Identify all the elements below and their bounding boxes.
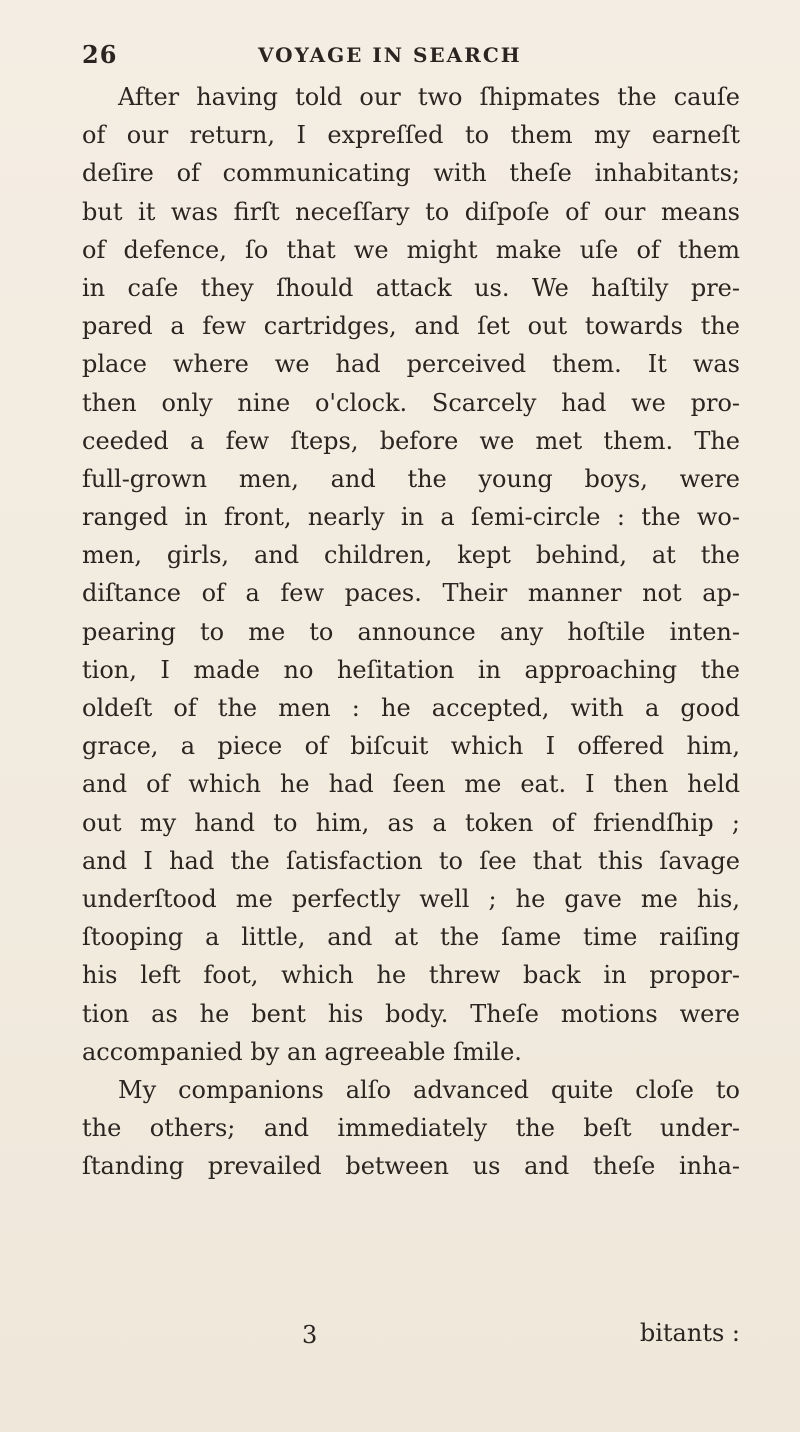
text-line: the others; and immediately the beſt under- xyxy=(82,1114,740,1143)
catchword: bitants : xyxy=(639,1319,740,1347)
text-line: After having told our two ſhipmates the cauſe xyxy=(118,83,740,111)
text-line: of defence, ſo that we might make uſe of them xyxy=(82,235,740,264)
page-number: 26 xyxy=(82,40,118,69)
text-line: ranged in front, nearly in a ſemi-circle : the wo- xyxy=(82,503,740,532)
text-line: and of which he had ſeen me eat. I then held xyxy=(82,770,740,799)
page-header xyxy=(82,40,722,80)
text-line: pearing to me to announce any hoſtile inten- xyxy=(82,617,740,646)
text-line: tion, I made no heſitation in approaching the xyxy=(82,655,740,684)
text-line: full-grown men, and the young boys, were xyxy=(82,464,740,493)
running-head: VOYAGE IN SEARCH xyxy=(258,43,522,67)
text-line: but it was firſt neceſſary to diſpoſe of our means xyxy=(82,197,740,226)
text-line: of our return, I expreſſed to them my earneſt xyxy=(82,121,740,150)
text-line: accompanied by an agreeable ſmile. xyxy=(82,1037,522,1066)
text-line: diſtance of a few paces. Their manner not ap- xyxy=(82,579,740,608)
text-line: My companions alſo advanced quite cloſe to xyxy=(118,1075,740,1104)
text-line: ſtanding prevailed between us and theſe inha- xyxy=(82,1152,740,1181)
text-line: oldeſt of the men : he accepted, with a good xyxy=(82,694,740,722)
text-line: place where we had perceived them. It was xyxy=(82,350,740,379)
page-footer xyxy=(82,1317,740,1357)
signature-mark: 3 xyxy=(302,1321,318,1349)
text-line: and I had the ſatisfaction to ſee that this ſavage xyxy=(82,846,740,875)
text-line: ſtooping a little, and at the ſame time raiſing xyxy=(82,923,740,952)
text-line: then only nine o'clock. Scarcely had we pro- xyxy=(82,388,740,417)
body-text xyxy=(82,78,740,1185)
text-line: in caſe they ſhould attack us. We haſtily pre- xyxy=(82,273,740,302)
text-line: underſtood me perfectly well ; he gave me his, xyxy=(82,884,740,913)
text-line: out my hand to him, as a token of friendſhip ; xyxy=(82,808,740,837)
text-line: men, girls, and children, kept behind, at the xyxy=(82,541,740,570)
text-line: pared a few cartridges, and ſet out towards the xyxy=(82,312,740,341)
text-line: grace, a piece of biſcuit which I offered him, xyxy=(82,732,740,761)
text-line: tion as he bent his body. Theſe motions were xyxy=(82,999,740,1028)
text-line: ceeded a few ſteps, before we met them. The xyxy=(82,426,740,455)
text-line: deſire of communicating with theſe inhabitants; xyxy=(82,159,740,188)
text-line: his left foot, which he threw back in propor- xyxy=(82,961,740,990)
